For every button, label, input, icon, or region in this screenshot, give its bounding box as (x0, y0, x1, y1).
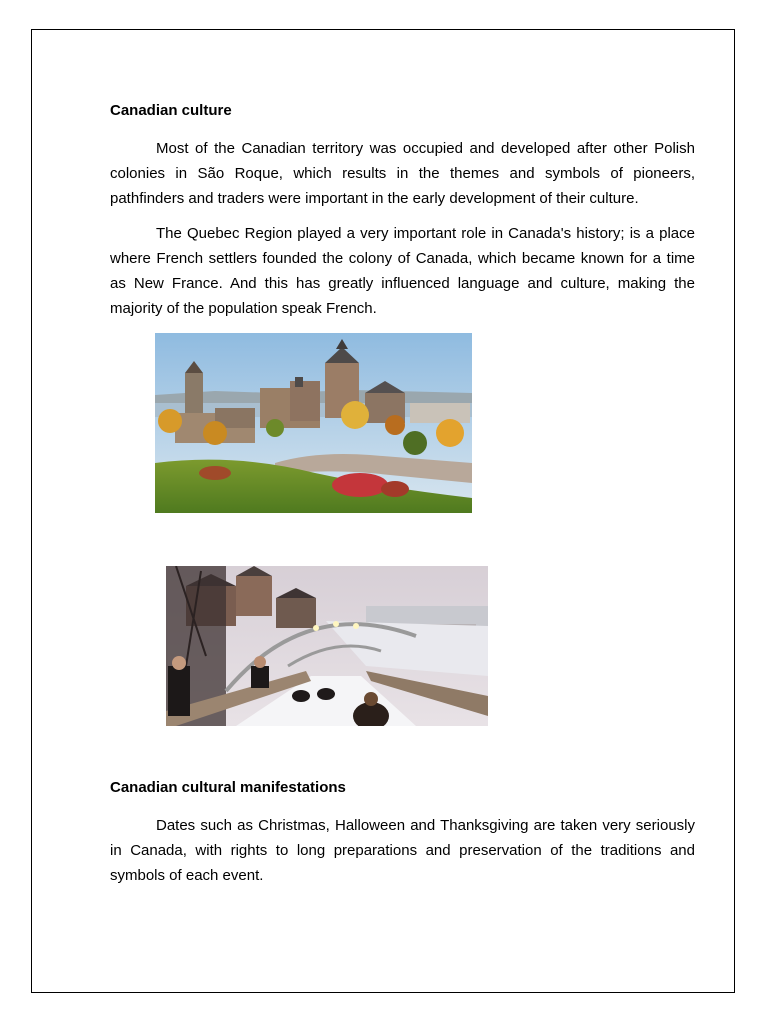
quebec-city-autumn-photo (155, 333, 472, 513)
winter-toboggan-slide-photo (166, 566, 488, 726)
body-paragraph: Most of the Canadian territory was occupied and developed after other Polish colonies in São Roque, which results in the themes and symbols of pioneers, pathfinders and traders were important in the early development of their culture. (110, 140, 695, 207)
section-heading: Canadian cultural manifestations (110, 779, 346, 796)
section-canadian-culture (110, 100, 695, 331)
body-paragraph: The Quebec Region played a very important role in Canada's history; is a place where French settlers founded the colony of Canada, which became known for a time as New France. And this has greatly influenced language and culture, making the majority of the population speak French. (110, 225, 695, 317)
section-cultural-manifestations (110, 777, 695, 898)
section-heading: Canadian culture (110, 102, 232, 119)
body-paragraph: Dates such as Christmas, Halloween and Thanksgiving are taken very seriously in Canada, with rights to long preparations and preservation of the traditions and symbols of each event. (110, 817, 695, 884)
